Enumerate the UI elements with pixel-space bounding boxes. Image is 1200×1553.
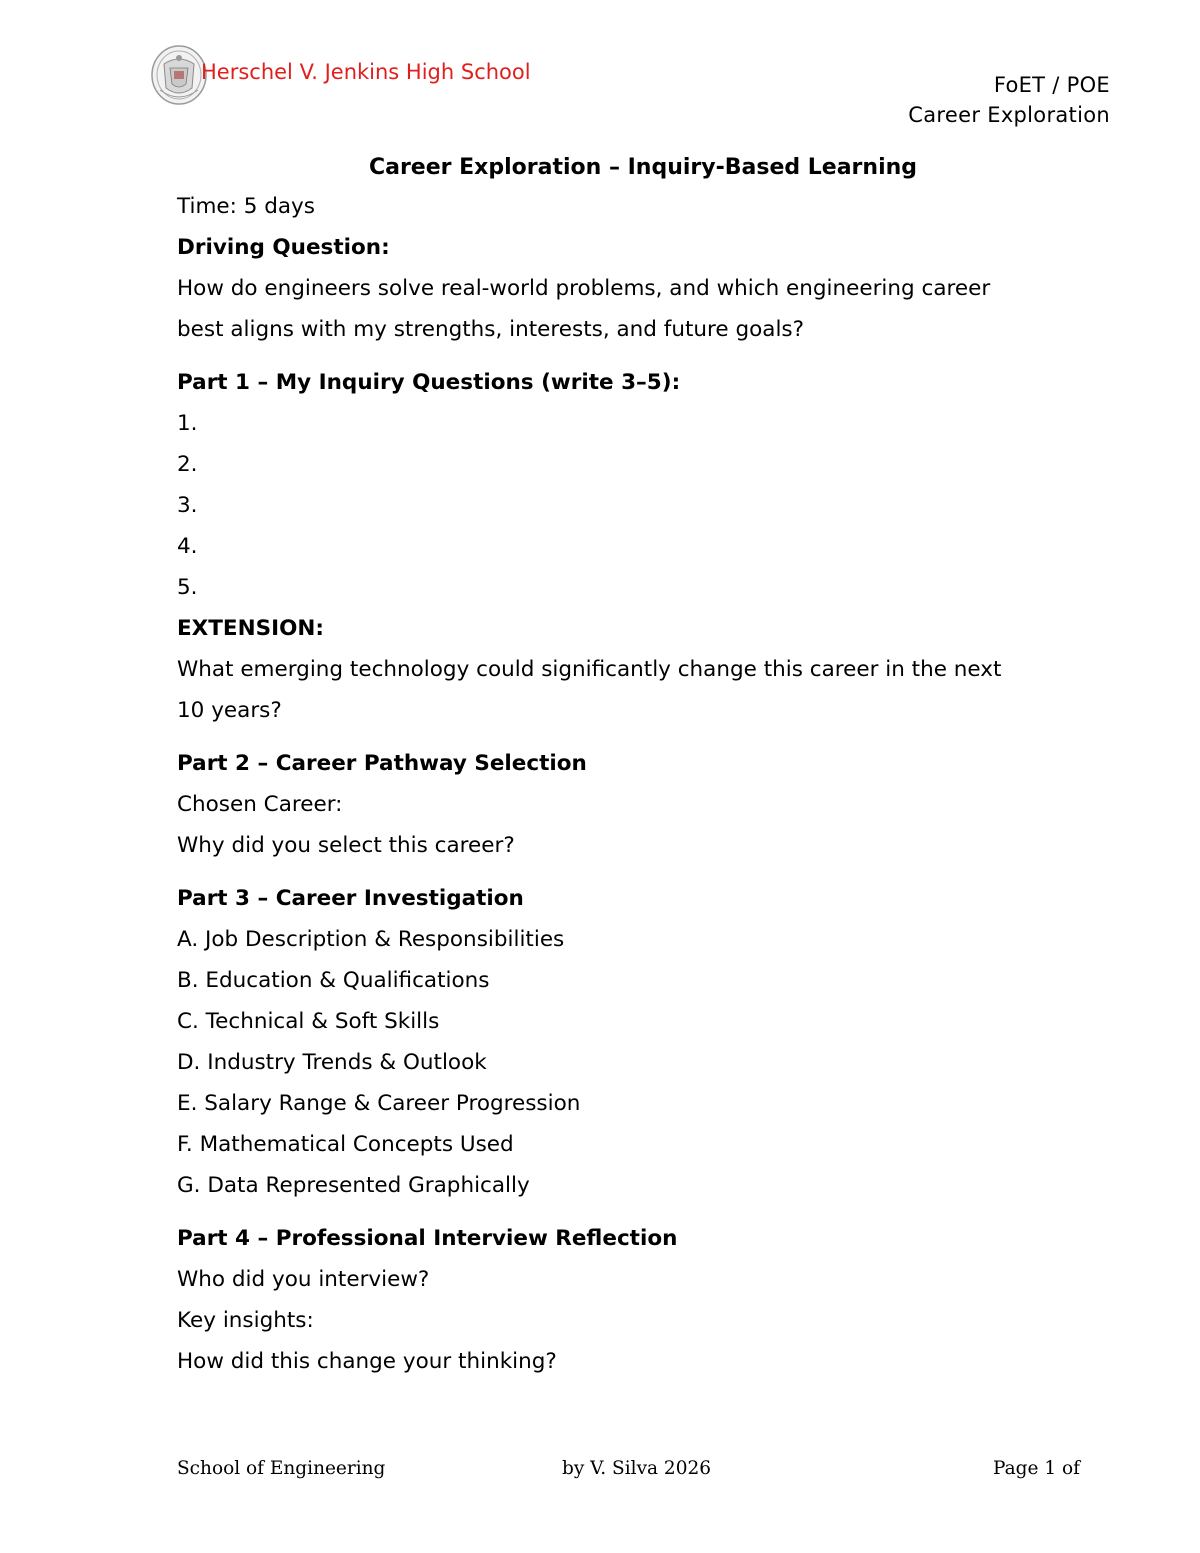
- part3-heading: Part 3 – Career Investigation: [177, 886, 524, 911]
- document-body: [177, 150, 1097, 1382]
- part4-heading: Part 4 – Professional Interview Reflection: [177, 1226, 678, 1251]
- inquiry-item: 2.: [177, 452, 198, 477]
- school-seal-logo: [150, 44, 208, 106]
- inquiry-item: 5.: [177, 575, 198, 600]
- interviewee-prompt: Who did you interview?: [177, 1267, 430, 1292]
- investigation-item: B. Education & Qualifications: [177, 968, 490, 993]
- extension-line-1: What emerging technology could significantly change this career in the next: [177, 657, 1002, 682]
- driving-question-line-2: best aligns with my strengths, interests, and future goals?: [177, 317, 805, 342]
- investigation-item: E. Salary Range & Career Progression: [177, 1091, 581, 1116]
- investigation-item: D. Industry Trends & Outlook: [177, 1050, 487, 1075]
- driving-question-line-1: How do engineers solve real-world problems, and which engineering career: [177, 276, 991, 301]
- investigation-item: A. Job Description & Responsibilities: [177, 927, 565, 952]
- part2-heading: Part 2 – Career Pathway Selection: [177, 751, 587, 776]
- footer-page-number: Page 1 of: [993, 1458, 1080, 1479]
- extension-line-2: 10 years?: [177, 698, 282, 723]
- investigation-item: C. Technical & Soft Skills: [177, 1009, 440, 1034]
- unit-name: Career Exploration: [908, 103, 1110, 127]
- inquiry-item: 1.: [177, 411, 198, 436]
- key-insights-prompt: Key insights:: [177, 1308, 314, 1333]
- inquiry-item: 4.: [177, 534, 198, 559]
- footer-school: School of Engineering: [177, 1458, 386, 1479]
- page-footer: [177, 1458, 1080, 1486]
- inquiry-item: 3.: [177, 493, 198, 518]
- why-career-prompt: Why did you select this career?: [177, 833, 515, 858]
- thinking-change-prompt: How did this change your thinking?: [177, 1349, 557, 1374]
- footer-author: by V. Silva 2026: [562, 1458, 712, 1479]
- header-school: [150, 42, 531, 106]
- course-name: FoET / POE: [993, 73, 1110, 97]
- investigation-item: G. Data Represented Graphically: [177, 1173, 530, 1198]
- document-title: Career Exploration – Inquiry-Based Learning: [368, 155, 918, 180]
- chosen-career-prompt: Chosen Career:: [177, 792, 343, 817]
- extension-label: EXTENSION:: [177, 616, 324, 641]
- header-course-info: [908, 70, 1110, 130]
- part1-heading: Part 1 – My Inquiry Questions (write 3–5):: [177, 370, 681, 395]
- driving-question-label: Driving Question:: [177, 235, 390, 260]
- school-name: Herschel V. Jenkins High School: [201, 60, 531, 84]
- investigation-item: F. Mathematical Concepts Used: [177, 1132, 514, 1157]
- time-line: Time: 5 days: [177, 194, 315, 219]
